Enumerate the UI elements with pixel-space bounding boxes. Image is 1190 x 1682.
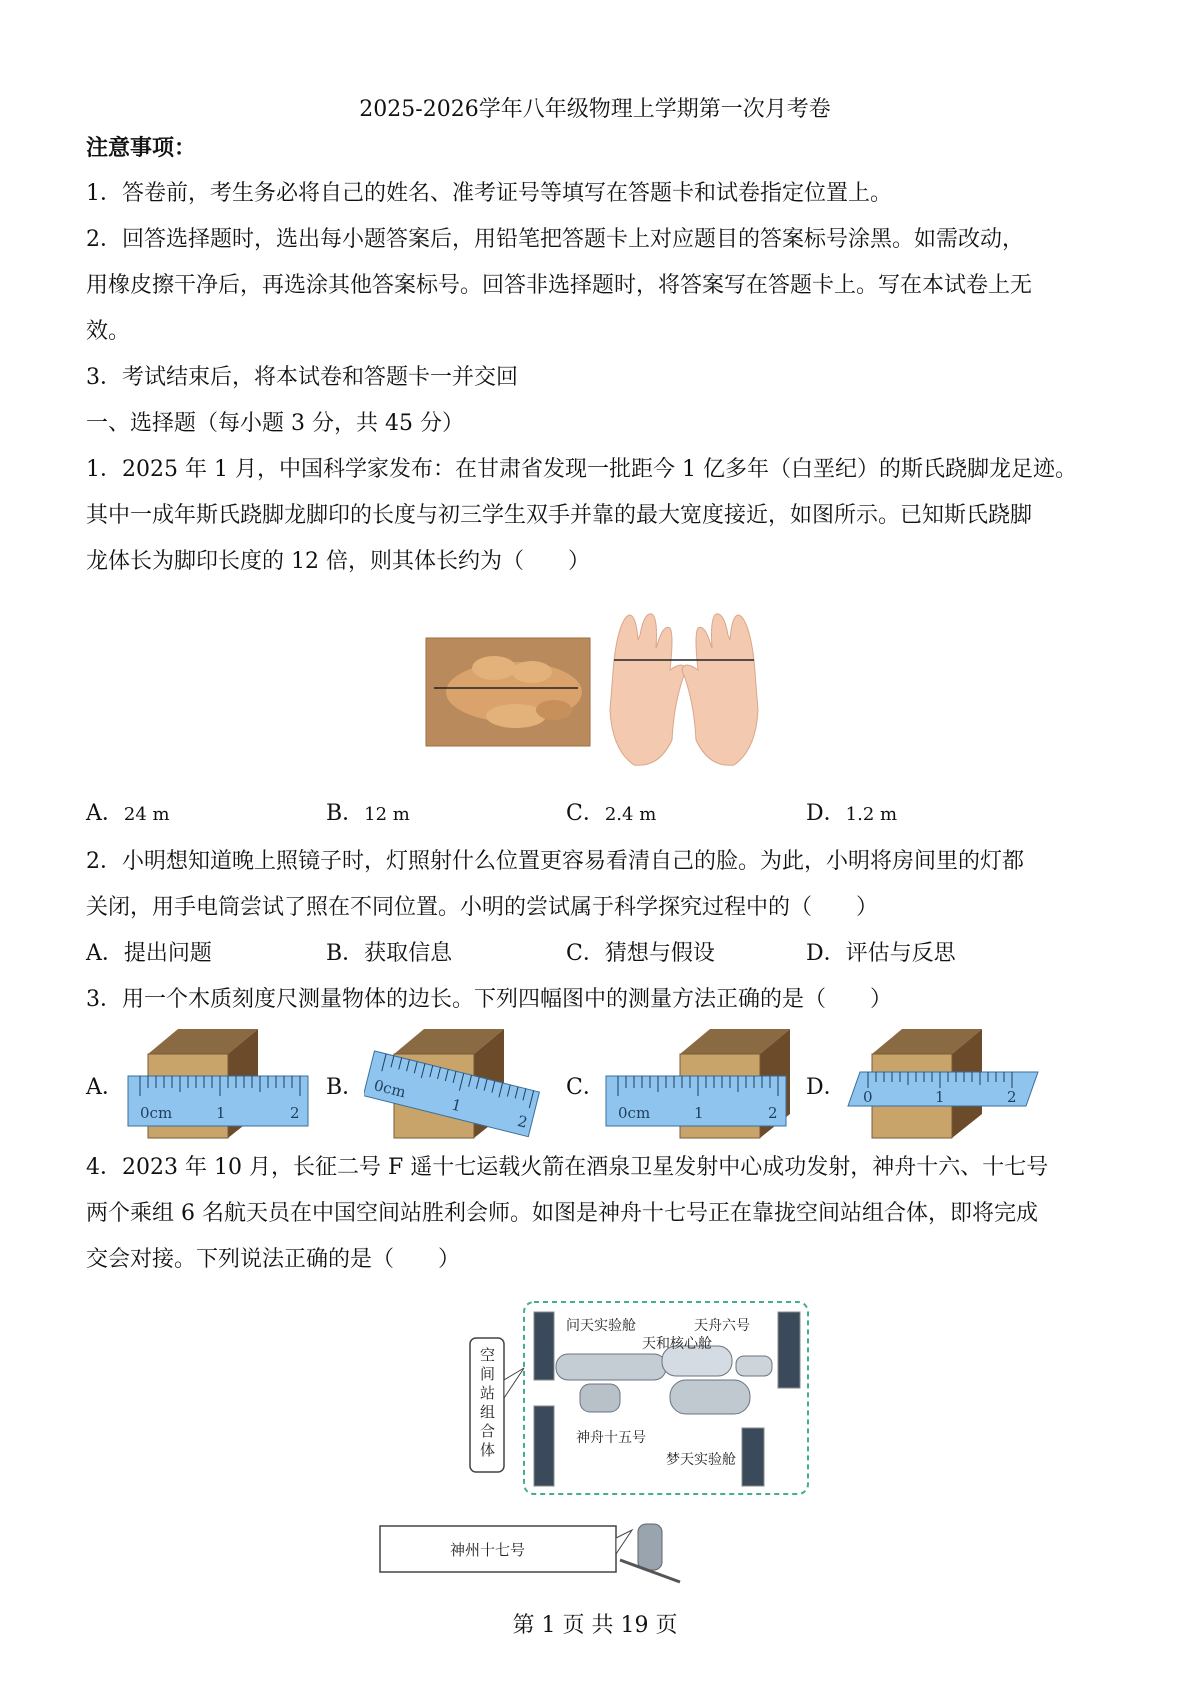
- footprint-image: [426, 638, 590, 746]
- wentian-label: 问天实验舱: [566, 1318, 636, 1334]
- ruler-zero-label: 0cm: [618, 1104, 651, 1122]
- q1-figure: [424, 600, 764, 780]
- section-heading: 一、选择题（每小题 3 分，共 45 分）: [86, 411, 464, 436]
- hands-image: [610, 614, 758, 765]
- q1-line2: 其中一成年斯氏跷脚龙脚印的长度与初三学生双手并靠的最大宽度接近，如图所示。已知斯氏跷脚: [86, 503, 1033, 528]
- ruler-tick-2: 2: [1007, 1088, 1017, 1106]
- page-footer: 第 1 页 共 19 页: [512, 1613, 678, 1638]
- ruler-tick-0: 0: [863, 1088, 873, 1106]
- q1-option-c[interactable]: C．2.4 m: [566, 801, 657, 826]
- q2-option-d[interactable]: D．评估与反思: [806, 941, 956, 966]
- q3-option-d[interactable]: D．: [806, 1075, 846, 1100]
- q3-line1: 3．用一个木质刻度尺测量物体的边长。下列四幅图中的测量方法正确的是（ ）: [86, 987, 892, 1012]
- q2-option-a[interactable]: A．提出问题: [86, 941, 212, 966]
- notice-heading: 注意事项：: [86, 135, 197, 161]
- ruler-tick-1: 1: [449, 1095, 464, 1116]
- q1-option-a[interactable]: A．24 m: [86, 801, 170, 826]
- ruler-tick-1: 1: [216, 1104, 226, 1122]
- combo-label: 空间站组合体: [480, 1346, 496, 1459]
- q3-option-a[interactable]: A．: [86, 1075, 124, 1100]
- mengtian-label: 梦天实验舱: [666, 1452, 736, 1468]
- q3-figure-d: [846, 1024, 1042, 1140]
- q2-line2: 关闭，用手电筒尝试了照在不同位置。小明的尝试属于科学探究过程中的（ ）: [86, 895, 879, 920]
- station-modules: [556, 1346, 772, 1414]
- ruler-tick-2: 2: [290, 1104, 300, 1122]
- q1-line3: 龙体长为脚印长度的 12 倍，则其体长约为（ ）: [86, 549, 590, 574]
- shenzhou17-label: 神州十七号: [450, 1541, 526, 1559]
- notice-item-2-line1: 2．回答选择题时，选出每小题答案后，用铅笔把答题卡上对应题目的答案标号涂黑。如需改动，: [86, 227, 1025, 252]
- page-title: 2025-2026学年八年级物理上学期第一次月考卷: [359, 97, 831, 122]
- q1-option-d[interactable]: D．1.2 m: [806, 801, 898, 826]
- q3-figure-a: [126, 1024, 312, 1140]
- shenzhou15-label: 神舟十五号: [576, 1430, 646, 1446]
- q2-line1: 2．小明想知道晚上照镜子时，灯照射什么位置更容易看清自己的脸。为此，小明将房间里的灯都: [86, 849, 1025, 874]
- q1-option-b[interactable]: B．12 m: [326, 801, 410, 826]
- q4-space-station-figure: [370, 1298, 820, 1588]
- ruler-tick-1: 1: [935, 1088, 945, 1106]
- ruler-tick-2: 2: [768, 1104, 778, 1122]
- notice-item-2-line3: 效。: [86, 319, 131, 344]
- q4-line2: 两个乘组 6 名航天员在中国空间站胜利会师。如图是神舟十七号正在靠拢空间站组合体，即将完成: [86, 1201, 1038, 1226]
- notice-item-3: 3．考试结束后，将本试卷和答题卡一并交回: [86, 365, 518, 390]
- tianhe-label: 天和核心舱: [642, 1336, 712, 1352]
- q4-line3: 交会对接。下列说法正确的是（ ）: [86, 1247, 461, 1272]
- q4-line1: 4．2023 年 10 月，长征二号 F 遥十七运载火箭在酒泉卫星发射中心成功发射，神舟十六、十七号: [86, 1155, 1049, 1180]
- ruler-tick-1: 1: [694, 1104, 704, 1122]
- q3-figure-c: [604, 1024, 790, 1140]
- q3-option-b[interactable]: B．: [326, 1075, 365, 1100]
- q2-option-b[interactable]: B．获取信息: [326, 941, 453, 966]
- notice-item-2-line2: 用橡皮擦干净后，再选涂其他答案标号。回答非选择题时，将答案写在答题卡上。写在本试卷上无: [86, 273, 1033, 298]
- tianzhou-label: 天舟六号: [694, 1318, 750, 1334]
- ruler-zero-label: 0cm: [140, 1104, 173, 1122]
- q2-option-c[interactable]: C．猜想与假设: [566, 941, 715, 966]
- q3-figure-b: [364, 1024, 550, 1140]
- ruler-zero-label: 0cm: [372, 1076, 408, 1102]
- q3-option-c[interactable]: C．: [566, 1075, 605, 1100]
- notice-item-1: 1．答卷前，考生务必将自己的姓名、准考证号等填写在答题卡和试卷指定位置上。: [86, 181, 892, 206]
- ruler-tick-2: 2: [515, 1111, 530, 1132]
- q1-line1: 1．2025 年 1 月，中国科学家发布：在甘肃省发现一批距今 1 亿多年（白垩纪）的斯氏跷脚龙足迹。: [86, 457, 1077, 482]
